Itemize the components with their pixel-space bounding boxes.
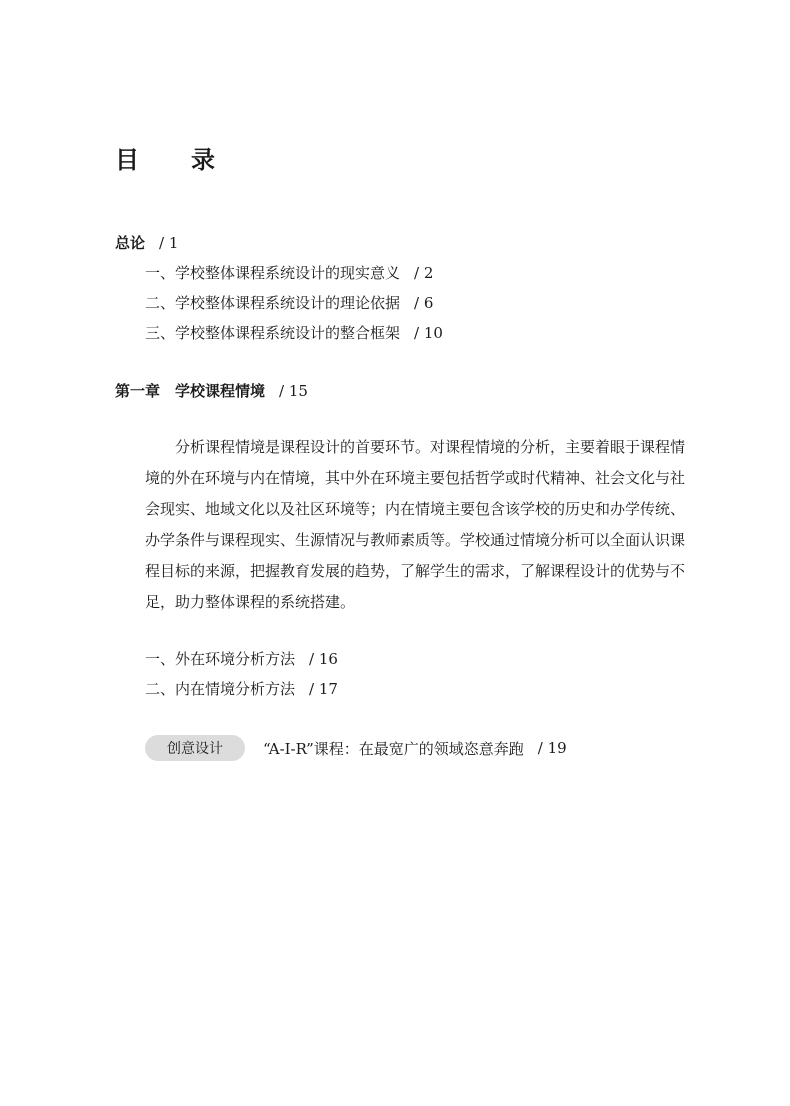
toc-entry[interactable] (145, 322, 443, 343)
page-number: / 19 (537, 739, 567, 757)
toc-entry[interactable] (145, 292, 433, 313)
entry-label: 二、学校整体课程系统设计的理论依据 (145, 294, 401, 312)
entry-label: 一、学校整体课程系统设计的现实意义 (145, 264, 401, 282)
toc-heading-chapter1[interactable] (115, 380, 308, 401)
entry-label: 二、内在情境分析方法 (145, 680, 296, 698)
toc-heading-intro[interactable] (115, 232, 178, 253)
chapter-summary: 分析课程情境是课程设计的首要环节。对课程情境的分析，主要着眼于课程情境的外在环境与内在情境，其中外在环境主要包括哲学或时代精神、社会文化与社会现实、地域文化以及社区环境等；内在情境主要包含该学校的历史和办学传统、办学条件与课程现实、生源情况与教师素质等。学校通过情境分析可以全面认识课程目标的来源，把握教育发展的趋势，了解学生的需求，了解课程设计的优势与不足，助力整体课程的系统搭建。 (145, 438, 686, 611)
page-number: / 2 (414, 264, 434, 282)
entry-label: 一、外在环境分析方法 (145, 650, 296, 668)
entry-label: 三、学校整体课程系统设计的整合框架 (145, 324, 401, 342)
toc-entry[interactable] (145, 262, 433, 283)
page-number: / 16 (309, 650, 338, 668)
page-number: / 1 (159, 234, 179, 252)
page-number: / 6 (414, 294, 434, 312)
page-number: / 17 (309, 680, 338, 698)
entry-label: “A-I-R”课程：在最宽广的领域恣意奔跑 (263, 739, 524, 758)
toc-entry[interactable] (145, 648, 338, 669)
page-number: / 10 (414, 324, 443, 342)
toc-feature-entry[interactable] (145, 735, 567, 761)
feature-tag: 创意设计 (145, 735, 245, 761)
heading-label: 总论 (115, 234, 146, 252)
heading-label: 第一章 学校课程情境 (115, 382, 266, 400)
toc-entry[interactable] (145, 678, 338, 699)
page-number: / 15 (279, 382, 308, 400)
page-title: 目 录 (115, 146, 229, 174)
